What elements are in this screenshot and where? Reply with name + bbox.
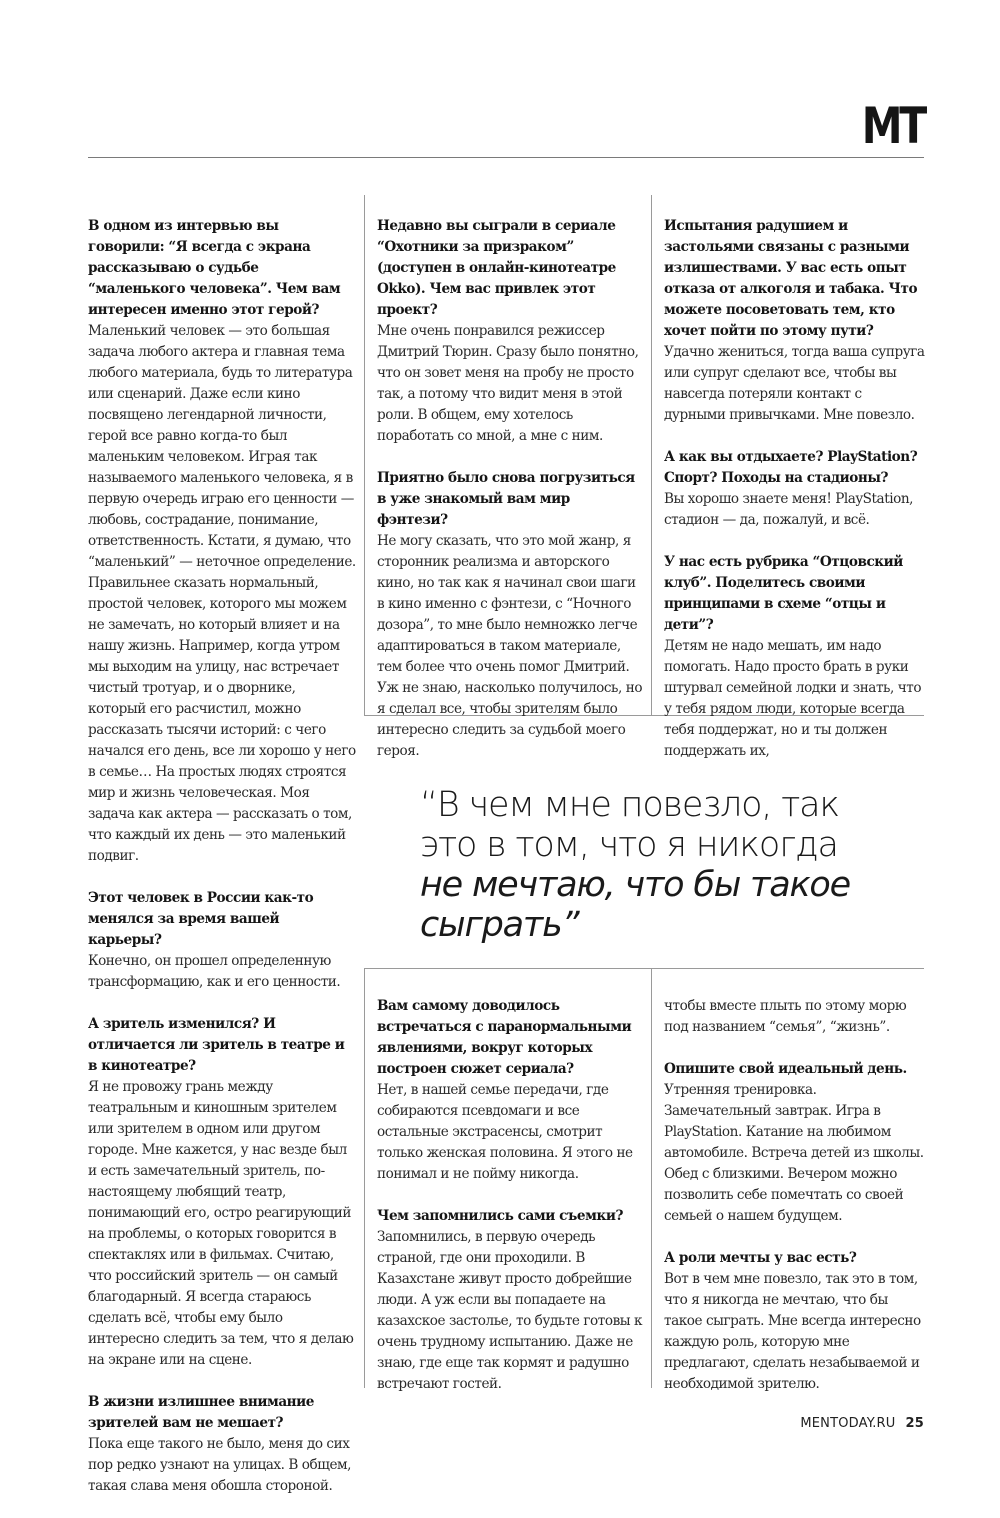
question: Вам самому доводилось встречаться с паранормальными явлениями, вокруг которых построен сюжет сериала?: [377, 998, 632, 1077]
answer: Я не провожу грань между театральным и киношным зрителем или зрителем в одном или другом городе. Мне кажется, у нас везде был и есть замечательный зритель, по-настоящему любящий театр, понимающий его, остро реагирующий на проблемы, о которых говорится в спектаклях или в фильмах. Считаю, что российский зритель — он самый благодарный. Я всегда стараюсь сделать всё, чтобы ему было интересно следить за тем, что я делаю на экране или на сцене.: [88, 1079, 354, 1368]
column-right-bottom: [664, 996, 926, 1416]
question: А зритель изменился? И отличается ли зритель в театре и в кинотеатре?: [88, 1016, 345, 1074]
pull-quote-line: это в том, что я никогда: [420, 825, 838, 865]
question: Недавно вы сыграли в сериале “Охотники за призраком” (доступен в онлайн-кинотеатре Okko). Чем вас привлек этот проект?: [377, 218, 616, 318]
answer: Утренняя тренировка. Замечательный завтрак. Игра в PlayStation. Катание на любимом автомобиле. Встреча детей из школы. Обед с близкими. Вечером можно позволить себе помечтать со своей семьей о нашем будущем.: [664, 1082, 924, 1224]
answer: Не могу сказать, что это мой жанр, я сторонник реализма и авторского кино, но так как я начинал свои шаги в кино именно с фэнтези, с “Ночного дозора”, то мне было немножко легче адаптироваться в таком материале, тем более что очень помог Дмитрий. Уж не знаю, насколько получилось, но я сделал все, чтобы зрителям было интересно следить за судьбой моего героя.: [377, 533, 643, 759]
pull-quote-line: “В чем мне повезло, так: [420, 785, 839, 825]
column-divider-right: [651, 195, 652, 715]
answer: Вы хорошо знаете меня! PlayStation, стадион — да, пожалуй, и всё.: [664, 491, 914, 528]
question: Чем запомнились сами съемки?: [377, 1208, 623, 1224]
question: А роли мечты у вас есть?: [664, 1250, 857, 1266]
pull-quote: [420, 785, 920, 945]
answer: Маленький человек — это большая задача любого актера и главная тема любого материала, будь то литература или сценарий. Даже если кино посвящено легендарной личности, герой все равно когда-то был маленьким человеком. Играя так называемого маленького человека, я в первую очередь играю его ценности — любовь, сострадание, понимание, ответственность. Кстати, я думаю, что “маленький” — неточное определение. Правильнее сказать нормальный, простой человек, которого мы можем не замечать, но который влияет и на нашу жизнь. Например, когда утром мы выходим на улицу, нас встречает чистый тротуар, и о дворнике, который его расчистил, можно рассказать тысячи историй: с чего начался его день, все ли хорошо у него в семье… На простых людях строятся мир и жизнь человеческая. Моя задача как актера — рассказать о том, что каждый их день — это маленький подвиг.: [88, 323, 356, 864]
qa-block: [664, 447, 926, 531]
magazine-logo: MT: [861, 97, 924, 155]
answer: чтобы вместе плыть по этому морю под названием “семья”, “жизнь”.: [664, 998, 907, 1035]
column-divider-left: [364, 195, 365, 715]
qa-block: [664, 552, 926, 762]
column-divider-left-bottom: [364, 968, 365, 1388]
answer: Детям не надо мешать, им надо помогать. Надо просто брать в руки штурвал семейной лодки и знать, что у тебя рядом люди, которые всегда тебя поддержат, но и ты должен поддержать их,: [664, 638, 922, 759]
answer: Мне очень понравился режиссер Дмитрий Тюрин. Сразу было понятно, что он зовет меня на пробу не просто так, а потому что видит меня в этой роли. В общем, ему хотелось поработать со мной, а мне с ним.: [377, 323, 639, 444]
question: В одном из интервью вы говорили: “Я всегда с экрана рассказываю о судьбе “маленького человека”. Чем вам интересен именно этот герой?: [88, 218, 341, 318]
answer: Конечно, он прошел определенную трансформацию, как и его ценности.: [88, 953, 341, 990]
answer: Удачно жениться, тогда ваша супруга или супруг сделают все, чтобы вы навсегда потеряли контакт с дурными привычками. Мне повезло.: [664, 344, 925, 423]
question: У нас есть рубрика “Отцовский клуб”. Поделитесь своими принципами в схеме “отцы и дети”?: [664, 554, 903, 633]
qa-block: [377, 468, 643, 762]
answer: Пока еще такого не было, меня до сих пор редко узнают на улицах. В общем, такая слава меня обошла стороной.: [88, 1436, 352, 1494]
question: Опишите свой идеальный день.: [664, 1061, 907, 1077]
column-divider-right-bottom: [651, 968, 652, 1388]
column-right-top: [664, 216, 926, 783]
column-left: [88, 216, 356, 1518]
qa-block: [88, 1014, 356, 1371]
qa-block: [664, 1248, 926, 1395]
column-middle-bottom: [377, 996, 643, 1416]
qa-block: [377, 996, 643, 1185]
column-middle-top: [377, 216, 643, 783]
qa-block: [664, 216, 926, 426]
pull-quote-line-italic: сыграть”: [420, 905, 579, 945]
answer: Запомнились, в первую очередь страной, где они проходили. В Казахстане живут просто добрейшие люди. А уж если вы попадаете на казахское застолье, то будьте готовы к очень трудному испытанию. Даже не знаю, где еще так кормят и радушно встречают гостей.: [377, 1229, 643, 1392]
quote-rule-bottom: [364, 968, 924, 969]
pull-quote-line-italic: не мечтаю, что бы такое: [420, 865, 850, 905]
question: Испытания радушием и застольями связаны с разными излишествами. У вас есть опыт отказа от алкоголя и табака. Что можете посоветовать тем, кто хочет пойти по этому пути?: [664, 218, 918, 339]
qa-block: [664, 996, 926, 1038]
qa-block: [377, 216, 643, 447]
question: В жизни излишнее внимание зрителей вам не мешает?: [88, 1394, 315, 1431]
question: А как вы отдыхаете? PlayStation? Спорт? Походы на стадионы?: [664, 449, 918, 486]
answer: Нет, в нашей семье передачи, где собираются псевдомаги и все остальные экстрасенсы, смотрит только женская половина. Я этого не понимал и не пойму никогда.: [377, 1082, 633, 1182]
qa-block: [88, 1392, 356, 1497]
qa-block: [88, 216, 356, 867]
qa-block: [664, 1059, 926, 1227]
header-rule: [88, 157, 924, 158]
answer: Вот в чем мне повезло, так это в том, что я никогда не мечтаю, что бы такое сыграть. Мне всегда интересно каждую роль, которую мне предлагают, сделать незабываемой и необходимой зрителю.: [664, 1271, 921, 1392]
question: Приятно было снова погрузиться в уже знакомый вам мир фэнтези?: [377, 470, 635, 528]
page-footer: [800, 1416, 924, 1431]
qa-block: [88, 888, 356, 993]
page-number: 25: [905, 1416, 924, 1431]
qa-block: [377, 1206, 643, 1395]
site-url: MENTODAY.RU: [800, 1416, 896, 1431]
question: Этот человек в России как-то менялся за время вашей карьеры?: [88, 890, 314, 948]
